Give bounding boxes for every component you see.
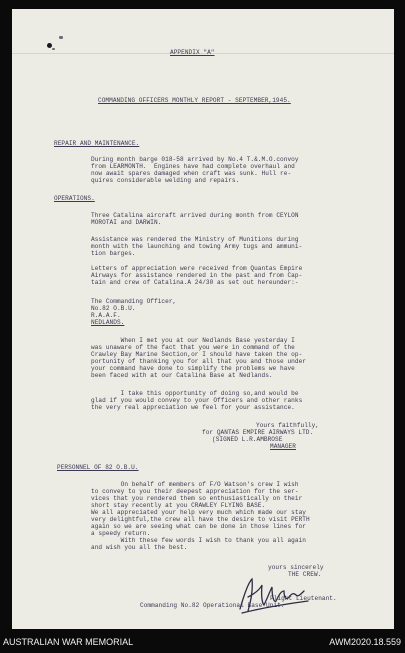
report-heading: COMMANDING OFFICERS MONTHLY REPORT - SEPTEMBER,1945. [98, 97, 291, 104]
punch-hole [47, 43, 52, 48]
signoff-line: THE CREW. [288, 571, 322, 578]
letter-line: Crawley Bay Marine Section,or I should have taken the op- [91, 351, 303, 358]
repair-line: from LEARMONTH. Engines have had complete overhaul and [91, 163, 295, 170]
personnel-line: a speedy return. [91, 530, 151, 537]
repair-heading: REPAIR AND MAINTENANCE. [54, 140, 140, 147]
address-line: R.A.A.F. [91, 312, 121, 319]
footer-accession: AWM2020.18.559 [329, 637, 401, 647]
address-line: NEDLANDS. [91, 319, 125, 326]
operations-line: Assistance was rendered the Ministry of Munitions during [91, 236, 299, 243]
closing-line: for QANTAS EMPIRE AIRWAYS LTD. [202, 429, 314, 436]
operations-heading: OPERATIONS. [54, 195, 95, 202]
ink-speck [52, 48, 55, 50]
letter-line: I take this opportunity of doing so,and would be [91, 390, 299, 397]
personnel-line: On behalf of members of F/O Watson's crew I wish [91, 481, 299, 488]
repair-line: now await spares damaged when craft was sunk. Hull re- [91, 170, 292, 177]
personnel-heading: PERSONNEL OF 82 O.B.U. [57, 464, 139, 471]
appendix-title: APPENDIX "A" [170, 49, 215, 56]
operations-line: tion barges. [91, 250, 136, 257]
repair-line: quires considerable welding and repairs. [91, 177, 240, 184]
letter-line: was unaware of the fact that you were in command of the [91, 344, 295, 351]
personnel-line: short stay recently at you CRAWLEY FLYING BASE. [91, 502, 266, 509]
signature-unit: Commanding No.82 Operational Base Unit. [140, 602, 285, 609]
personnel-line: and wish you all the best. [91, 544, 188, 551]
signoff-line: yours sincerely [268, 564, 324, 571]
operations-line: tain and crew of Catalina.A 24/30 as set out hereunder:- [91, 279, 299, 286]
personnel-line: very delightful,the crew all have the desire to visit PERTH [91, 516, 310, 523]
footer-source: AUSTRALIAN WAR MEMORIAL [3, 637, 134, 647]
operations-line: month with the launching and towing Army tugs and ammuni- [91, 243, 303, 250]
letter-line: been faced with at our Catalina Base at Nedlands. [91, 372, 273, 379]
personnel-line: again so we are seeing what can be done in those lines for [91, 523, 306, 530]
personnel-line: We all appreciated your help very much which made our stay [91, 509, 306, 516]
letter-line: the very real appreciation we feel for your assistance. [91, 404, 295, 411]
letter-line: your command have done to simplify the problems we have [91, 365, 295, 372]
document-page [12, 9, 394, 629]
letter-line: portunity of thanking you for all that you and those under [91, 358, 306, 365]
repair-line: During month barge 018-58 arrived by No.4 T.&.M.O.convoy [91, 156, 299, 163]
signature-title: Flight Lieutenant. [270, 595, 337, 602]
address-line: No.82 O.B.U. [91, 305, 136, 312]
letter-line: When I met you at our Nedlands Base yesterday I [91, 337, 295, 344]
operations-line: Letters of appreciation were received from Quantas Empire [91, 265, 303, 272]
personnel-line: to convey to you their deepest appreciation for the ser- [91, 488, 299, 495]
address-line: The Commanding Officer, [91, 298, 177, 305]
ink-speck [59, 36, 63, 39]
closing-line: Yours faithfully, [256, 422, 320, 429]
operations-line: MOROTAI and DARWIN. [91, 219, 162, 226]
operations-line: Airways for assistance rendered in the past and from Cap- [91, 272, 303, 279]
closing-line: (SIGNED L.R.AMBROSE [212, 436, 283, 443]
closing-line: MANAGER [270, 443, 296, 450]
personnel-line: With these few words I wish to thank you all again [91, 537, 306, 544]
letter-line: glad if you would convey to your Officers and other ranks [91, 397, 303, 404]
archive-footer [0, 631, 405, 653]
personnel-line: vices that you rendered them so enthusiastically on their [91, 495, 303, 502]
operations-line: Three Catalina aircraft arrived during month from CEYLON [91, 212, 299, 219]
